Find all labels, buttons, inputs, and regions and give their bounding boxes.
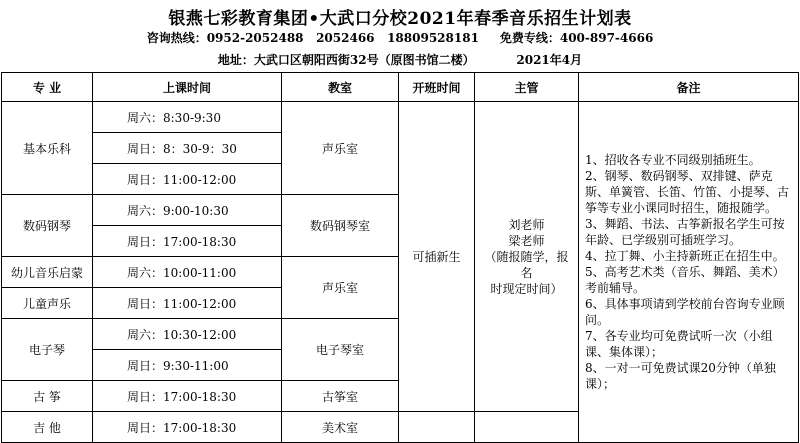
hotline-phone-1: 0952-2052488 bbox=[206, 31, 304, 45]
note-item: 4、拉丁舞、小主持新班正在招生中。 bbox=[585, 249, 785, 263]
open-time-cell: 可插新生 bbox=[399, 102, 475, 412]
supervisor-line: （随报随学，报名 bbox=[484, 249, 569, 280]
supervisor-line: 梁老师 bbox=[508, 233, 545, 248]
address-value: 大武口区朝阳西街32号（原图书馆二楼） bbox=[253, 53, 475, 67]
room-cell: 数码钢琴室 bbox=[282, 195, 399, 257]
major-cell: 吉 他 bbox=[2, 412, 93, 443]
hotline-label: 咨询热线： bbox=[146, 31, 207, 45]
room-cell: 古筝室 bbox=[282, 381, 399, 412]
plan-date: 2021年4月 bbox=[516, 53, 583, 67]
room-cell: 声乐室 bbox=[282, 102, 399, 195]
header-major: 专 业 bbox=[2, 73, 93, 102]
supervisor-line: 时现定时间） bbox=[490, 281, 563, 296]
header-notes: 备注 bbox=[579, 73, 799, 102]
note-item: 8、一对一可免费试课20分钟（单独课）； bbox=[585, 361, 776, 391]
header-room: 教室 bbox=[282, 73, 399, 102]
time-cell: 周六：10:00-11:00 bbox=[93, 257, 282, 288]
header-time: 上课时间 bbox=[93, 73, 282, 102]
open-time-empty-cell bbox=[399, 412, 475, 443]
major-cell: 幼儿音乐启蒙 bbox=[2, 257, 93, 288]
room-cell: 声乐室 bbox=[282, 257, 399, 319]
address-label: 地址： bbox=[217, 53, 254, 67]
major-cell: 电子琴 bbox=[2, 319, 93, 381]
room-cell: 美术室 bbox=[282, 412, 399, 443]
note-item: 6、具体事项请到学校前台咨询专业顾问。 bbox=[585, 297, 785, 327]
schedule-table bbox=[1, 72, 799, 443]
time-cell: 周日：11:00-12:00 bbox=[93, 164, 282, 195]
time-cell: 周日：17:00-18:30 bbox=[93, 226, 282, 257]
time-cell: 周日：17:00-18:30 bbox=[93, 412, 282, 443]
room-cell: 电子琴室 bbox=[282, 319, 399, 381]
major-cell: 儿童声乐 bbox=[2, 288, 93, 319]
time-cell: 周日：17:00-18:30 bbox=[93, 381, 282, 412]
header-open: 开班时间 bbox=[399, 73, 475, 102]
major-cell: 基本乐科 bbox=[2, 102, 93, 195]
time-cell: 周六：9:00-10:30 bbox=[93, 195, 282, 226]
notes-cell bbox=[579, 102, 799, 443]
header-supervisor: 主管 bbox=[475, 73, 579, 102]
time-cell: 周日：11:00-12:00 bbox=[93, 288, 282, 319]
supervisor-cell bbox=[475, 102, 579, 412]
time-cell: 周日：8：30-9：30 bbox=[93, 133, 282, 164]
time-cell: 周六：8:30-9:30 bbox=[93, 102, 282, 133]
note-item: 1、招收各专业不同级别插班生。 bbox=[585, 153, 761, 167]
free-line-label: 免费专线： bbox=[499, 31, 560, 45]
free-line-phone: 400-897-4666 bbox=[559, 31, 654, 45]
contact-line bbox=[0, 29, 800, 46]
hotline-phone-2: 2052466 bbox=[316, 31, 375, 45]
note-item: 2、钢琴、数码钢琴、双排键、萨克斯、单簧管、长笛、竹笛、小提琴、古筝等专业小课同时招生，随报随学。 bbox=[585, 169, 790, 215]
major-cell: 古 筝 bbox=[2, 381, 93, 412]
hotline-phone-3: 18809528181 bbox=[387, 31, 479, 45]
page-title: 银燕七彩教育集团•大武口分校2021年春季音乐招生计划表 bbox=[168, 9, 632, 29]
time-cell: 周六：10:30-12:00 bbox=[93, 319, 282, 350]
note-item: 7、各专业均可免费试听一次（小组课、集体课）； bbox=[585, 329, 773, 359]
table-row bbox=[2, 102, 799, 133]
supervisor-line: 刘老师 bbox=[508, 217, 545, 232]
major-cell: 数码钢琴 bbox=[2, 195, 93, 257]
supervisor-empty-cell bbox=[475, 412, 579, 443]
note-item: 5、高考艺术类（音乐、舞蹈、美术）考前辅导。 bbox=[585, 265, 785, 295]
time-cell: 周日：9:30-11:00 bbox=[93, 350, 282, 381]
address-line bbox=[0, 51, 800, 68]
note-item: 3、舞蹈、书法、古筝新报名学生可按年龄、已学级别可插班学习。 bbox=[585, 217, 785, 247]
table-header-row bbox=[2, 73, 799, 102]
